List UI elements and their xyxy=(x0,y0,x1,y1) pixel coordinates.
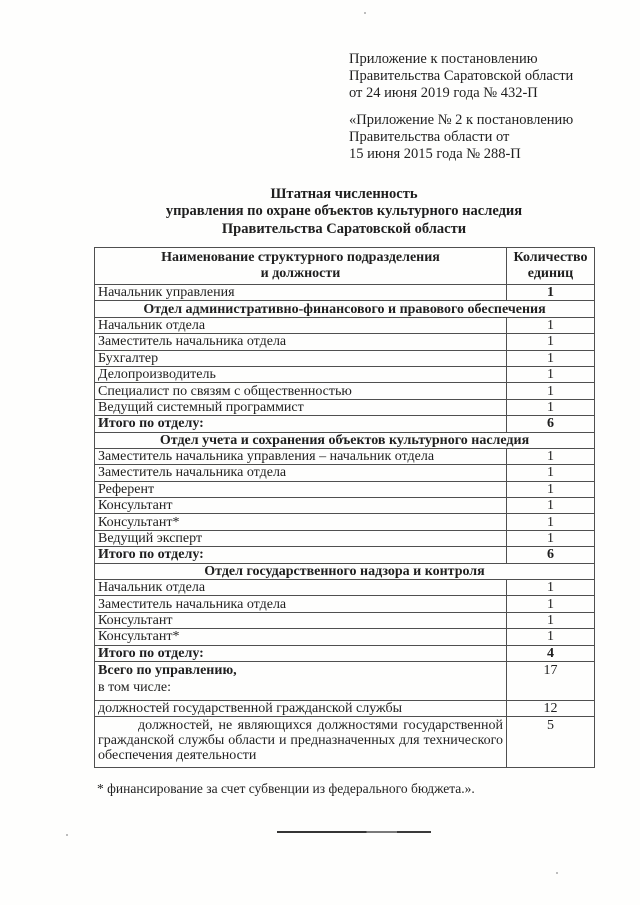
count-value-cell: 1 xyxy=(507,580,595,596)
count-value-cell: 1 xyxy=(507,334,595,350)
table-row-grand-total xyxy=(95,661,595,700)
text-line: Штатная численность xyxy=(270,186,418,202)
position-label-cell: Начальник отдела xyxy=(95,317,507,333)
count-value-cell: 6 xyxy=(507,416,595,432)
table-row-position xyxy=(95,530,595,546)
text-line: Правительства Саратовской области xyxy=(349,68,574,85)
count-value-cell: 1 xyxy=(507,350,595,366)
position-label-cell: Итого по отделу: xyxy=(95,416,507,432)
count-value-cell: 4 xyxy=(507,645,595,661)
table-row-position xyxy=(95,366,595,382)
staff-table-body xyxy=(95,285,595,768)
table-row-position xyxy=(95,580,595,596)
position-label-cell: должностей, не являющихся должностями государственной гражданской службы области и предназначенных для технического обеспечения деятельности xyxy=(95,717,507,768)
count-value-cell: 1 xyxy=(507,481,595,497)
count-value-cell: 1 xyxy=(507,317,595,333)
table-row-section xyxy=(95,563,595,579)
staff-count-table xyxy=(94,247,595,768)
position-label-cell: Консультант xyxy=(95,612,507,628)
text-line: Количество xyxy=(513,249,588,265)
position-label-cell: Консультант xyxy=(95,498,507,514)
position-label-cell: Консультант* xyxy=(95,514,507,530)
table-row-position xyxy=(95,334,595,350)
document-title xyxy=(48,186,640,238)
section-header-cell: Отдел учета и сохранения объектов культурного наследия xyxy=(95,432,595,448)
table-row-sub-indented xyxy=(95,700,595,716)
table-row-total-indented xyxy=(95,416,595,432)
table-row-position xyxy=(95,285,595,301)
scan-speck xyxy=(364,12,366,14)
scan-speck xyxy=(66,834,68,836)
count-value-cell: 12 xyxy=(507,700,595,716)
text-line: и должности xyxy=(260,266,341,281)
text-line: Приложение к постановлению xyxy=(349,51,538,67)
appendix-stamp xyxy=(349,51,609,163)
count-value-cell: 1 xyxy=(507,612,595,628)
table-row-position xyxy=(95,514,595,530)
count-value-cell: 17 xyxy=(507,661,595,700)
count-value-cell: 1 xyxy=(507,530,595,546)
position-label-cell: Начальник отдела xyxy=(95,580,507,596)
table-row-position xyxy=(95,596,595,612)
text-line: единиц xyxy=(527,266,574,281)
position-label-cell: Консультант* xyxy=(95,629,507,645)
grand-total-label-regular: в том числе: xyxy=(98,679,171,695)
text-line: Наименование структурного подразделения xyxy=(161,249,440,265)
table-row-position xyxy=(95,317,595,333)
count-value-cell: 6 xyxy=(507,547,595,563)
position-label-cell: Специалист по связям с общественностью xyxy=(95,383,507,399)
appendix-stamp-secondary xyxy=(349,112,609,164)
table-row-sub-multiline xyxy=(95,717,595,768)
footnote: * финансирование за счет субвенции из федерального бюджета.». xyxy=(97,781,475,796)
count-value-cell: 1 xyxy=(507,399,595,415)
text-line: «Приложение № 2 к постановлению xyxy=(349,111,574,128)
count-value-cell: 1 xyxy=(507,448,595,464)
position-label-cell: Референт xyxy=(95,481,507,497)
count-value-cell: 1 xyxy=(507,366,595,382)
count-value-cell: 1 xyxy=(507,498,595,514)
position-label-cell: Заместитель начальника управления – начальник отдела xyxy=(95,448,507,464)
text-line: Правительства Саратовской области xyxy=(221,220,467,237)
table-row-position xyxy=(95,629,595,645)
count-value-cell: 1 xyxy=(507,514,595,530)
text-line: от 24 июня 2019 года № 432-П xyxy=(349,85,538,102)
staff-table-head xyxy=(95,248,595,285)
count-value-cell: 1 xyxy=(507,629,595,645)
table-row-position xyxy=(95,383,595,399)
table-row-section xyxy=(95,301,595,317)
count-value-cell: 1 xyxy=(507,285,595,301)
table-row-position xyxy=(95,350,595,366)
text-line: 15 июня 2015 года № 288-П xyxy=(349,146,521,163)
table-header-row xyxy=(95,248,595,285)
position-label-cell: Ведущий эксперт xyxy=(95,530,507,546)
text-line: Правительства области от xyxy=(349,128,510,145)
count-value-cell: 1 xyxy=(507,465,595,481)
grand-total-label-bold: Всего по управлению, xyxy=(98,662,237,678)
table-row-section xyxy=(95,432,595,448)
scan-speck xyxy=(556,872,558,874)
table-row-position xyxy=(95,612,595,628)
column-header-name xyxy=(95,248,507,285)
grand-total-label-cell xyxy=(95,661,507,700)
position-label-cell: Итого по отделу: xyxy=(95,645,507,661)
appendix-stamp-primary xyxy=(349,51,609,103)
section-header-cell: Отдел административно-финансового и правового обеспечения xyxy=(95,301,595,317)
position-label-cell: Заместитель начальника отдела xyxy=(95,596,507,612)
count-value-cell: 1 xyxy=(507,596,595,612)
signature-divider-line xyxy=(277,831,431,833)
column-header-count xyxy=(507,248,595,285)
section-header-cell: Отдел государственного надзора и контроля xyxy=(95,563,595,579)
table-row-position xyxy=(95,399,595,415)
table-row-total-left xyxy=(95,645,595,661)
position-label-cell: Делопроизводитель xyxy=(95,366,507,382)
table-row-position xyxy=(95,481,595,497)
count-value-cell: 1 xyxy=(507,383,595,399)
table-row-position xyxy=(95,498,595,514)
position-label-cell: Заместитель начальника отдела xyxy=(95,334,507,350)
position-label-cell: должностей государственной гражданской службы xyxy=(95,700,507,716)
position-label-cell: Заместитель начальника отдела xyxy=(95,465,507,481)
table-row-total-indented xyxy=(95,547,595,563)
count-value-cell: 5 xyxy=(507,717,595,768)
table-row-position xyxy=(95,448,595,464)
table-row-position xyxy=(95,465,595,481)
text-line: управления по охране объектов культурного наследия xyxy=(165,203,523,220)
position-label-cell: Ведущий системный программист xyxy=(95,399,507,415)
position-label-cell: Итого по отделу: xyxy=(95,547,507,563)
position-label-cell: Бухгалтер xyxy=(95,350,507,366)
position-label-cell: Начальник управления xyxy=(95,285,507,301)
